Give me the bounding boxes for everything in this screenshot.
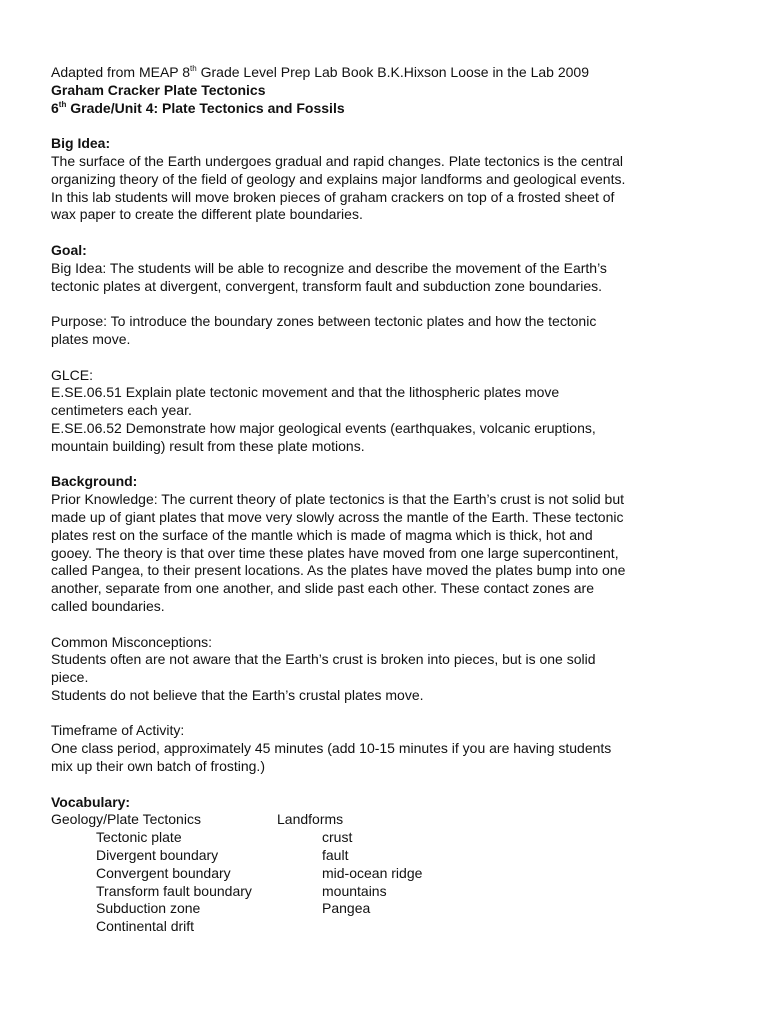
timeframe-line: One class period, approximately 45 minutes (add 10-15 minutes if you are having students: [51, 740, 612, 757]
timeframe-line: mix up their own batch of frosting.): [51, 758, 265, 775]
glce-code: E.SE.06.52: [51, 419, 122, 436]
vocabulary-term: Divergent boundary: [96, 847, 219, 864]
source-citation: [51, 64, 691, 82]
vocabulary-col-geology: Geology/Plate Tectonics: [51, 811, 201, 828]
background-heading: Background:: [51, 473, 138, 490]
vocabulary-term: Continental drift: [96, 918, 195, 935]
glce-text: Explain plate tectonic movement and that the lithospheric plates move: [125, 384, 560, 401]
source-citation-text: Adapted from MEAP 8: [51, 64, 191, 80]
superscript: th: [58, 99, 67, 109]
source-citation-text-end: Grade Level Prep Lab Book B.K.Hixson Loose in the Lab 2009: [196, 64, 589, 80]
goal-heading: Goal:: [51, 241, 87, 258]
vocabulary-heading: Vocabulary:: [51, 793, 131, 810]
vocabulary-term: Tectonic plate: [96, 829, 182, 846]
glce-heading: GLCE:: [51, 366, 94, 383]
vocabulary-term: Convergent boundary: [96, 864, 231, 881]
misconceptions-line: piece.: [51, 669, 89, 686]
goal-line: Big Idea: The students will be able to recognize and describe the movement of the Earth’s: [51, 259, 607, 276]
purpose-line: plates move.: [51, 330, 131, 347]
background-line: Prior Knowledge: The current theory of plate tectonics is that the Earth’s crust is not solid but: [51, 491, 625, 508]
vocabulary-landform: mid-ocean ridge: [322, 864, 423, 881]
vocabulary-row: [51, 847, 691, 865]
unit-title: [51, 100, 691, 118]
vocabulary-row: [51, 883, 691, 901]
misconceptions-heading: Common Misconceptions:: [51, 633, 213, 650]
background-line: another, separate from one another, and slide past each other. These contact zones are: [51, 580, 594, 597]
vocabulary-term: Subduction zone: [96, 900, 201, 917]
glce-text: Demonstrate how major geological events (earthquakes, volcanic eruptions,: [125, 419, 596, 436]
grade-number: 6: [51, 99, 59, 116]
background-line: called Pangea, to their present locations. As the plates have moved the plates bump into one: [51, 562, 626, 579]
document-page: [51, 64, 691, 936]
glce-item-2-cont: mountain building) result from these plate motions.: [51, 437, 365, 454]
vocabulary-row: [51, 865, 691, 883]
big-idea-heading: Big Idea:: [51, 135, 111, 152]
vocabulary-landform: fault: [322, 847, 349, 864]
background-line: gooey. The theory is that over time these plates have moved from one large supercontinent,: [51, 544, 619, 561]
big-idea-line: The surface of the Earth undergoes gradual and rapid changes. Plate tectonics is the central: [51, 152, 624, 169]
purpose-line: Purpose: To introduce the boundary zones between tectonic plates and how the tectonic: [51, 313, 597, 330]
big-idea-line: In this lab students will move broken pieces of graham crackers on top of a frosted sheet of: [51, 188, 615, 205]
unit-title-text: Grade/Unit 4: Plate Tectonics and Fossils: [66, 99, 345, 116]
vocabulary-col-landforms: Landforms: [277, 811, 344, 828]
vocabulary-row: [51, 829, 691, 847]
glce-item-1-cont: centimeters each year.: [51, 402, 192, 419]
vocabulary-header-row: [51, 811, 691, 829]
goal-line: tectonic plates at divergent, convergent, transform fault and subduction zone boundaries.: [51, 277, 603, 294]
vocabulary-landform: mountains: [322, 882, 387, 899]
timeframe-heading: Timeframe of Activity:: [51, 722, 185, 739]
big-idea-line: wax paper to create the different plate boundaries.: [51, 206, 363, 223]
background-line: plates rest on the surface of the mantle which is made of magma which is thick, hot and: [51, 526, 593, 543]
vocabulary-row: [51, 918, 691, 936]
misconceptions-line: Students often are not aware that the Earth’s crust is broken into pieces, but is one solid: [51, 651, 596, 668]
glce-item-1: [51, 384, 691, 402]
vocabulary-row: [51, 900, 691, 918]
background-line: made up of giant plates that move very slowly across the mantle of the Earth. These tectonic: [51, 508, 624, 525]
background-line: called boundaries.: [51, 597, 165, 614]
vocabulary-landform: Pangea: [322, 900, 371, 917]
lab-title: Graham Cracker Plate Tectonics: [51, 81, 266, 98]
glce-item-2: [51, 420, 691, 438]
misconceptions-line: Students do not believe that the Earth’s crustal plates move.: [51, 686, 424, 703]
vocabulary-term: Transform fault boundary: [96, 882, 252, 899]
vocabulary-landform: crust: [322, 829, 353, 846]
superscript: th: [190, 64, 197, 73]
big-idea-line: organizing theory of the field of geology and explains major landforms and geological events.: [51, 170, 626, 187]
glce-code: E.SE.06.51: [51, 384, 122, 401]
